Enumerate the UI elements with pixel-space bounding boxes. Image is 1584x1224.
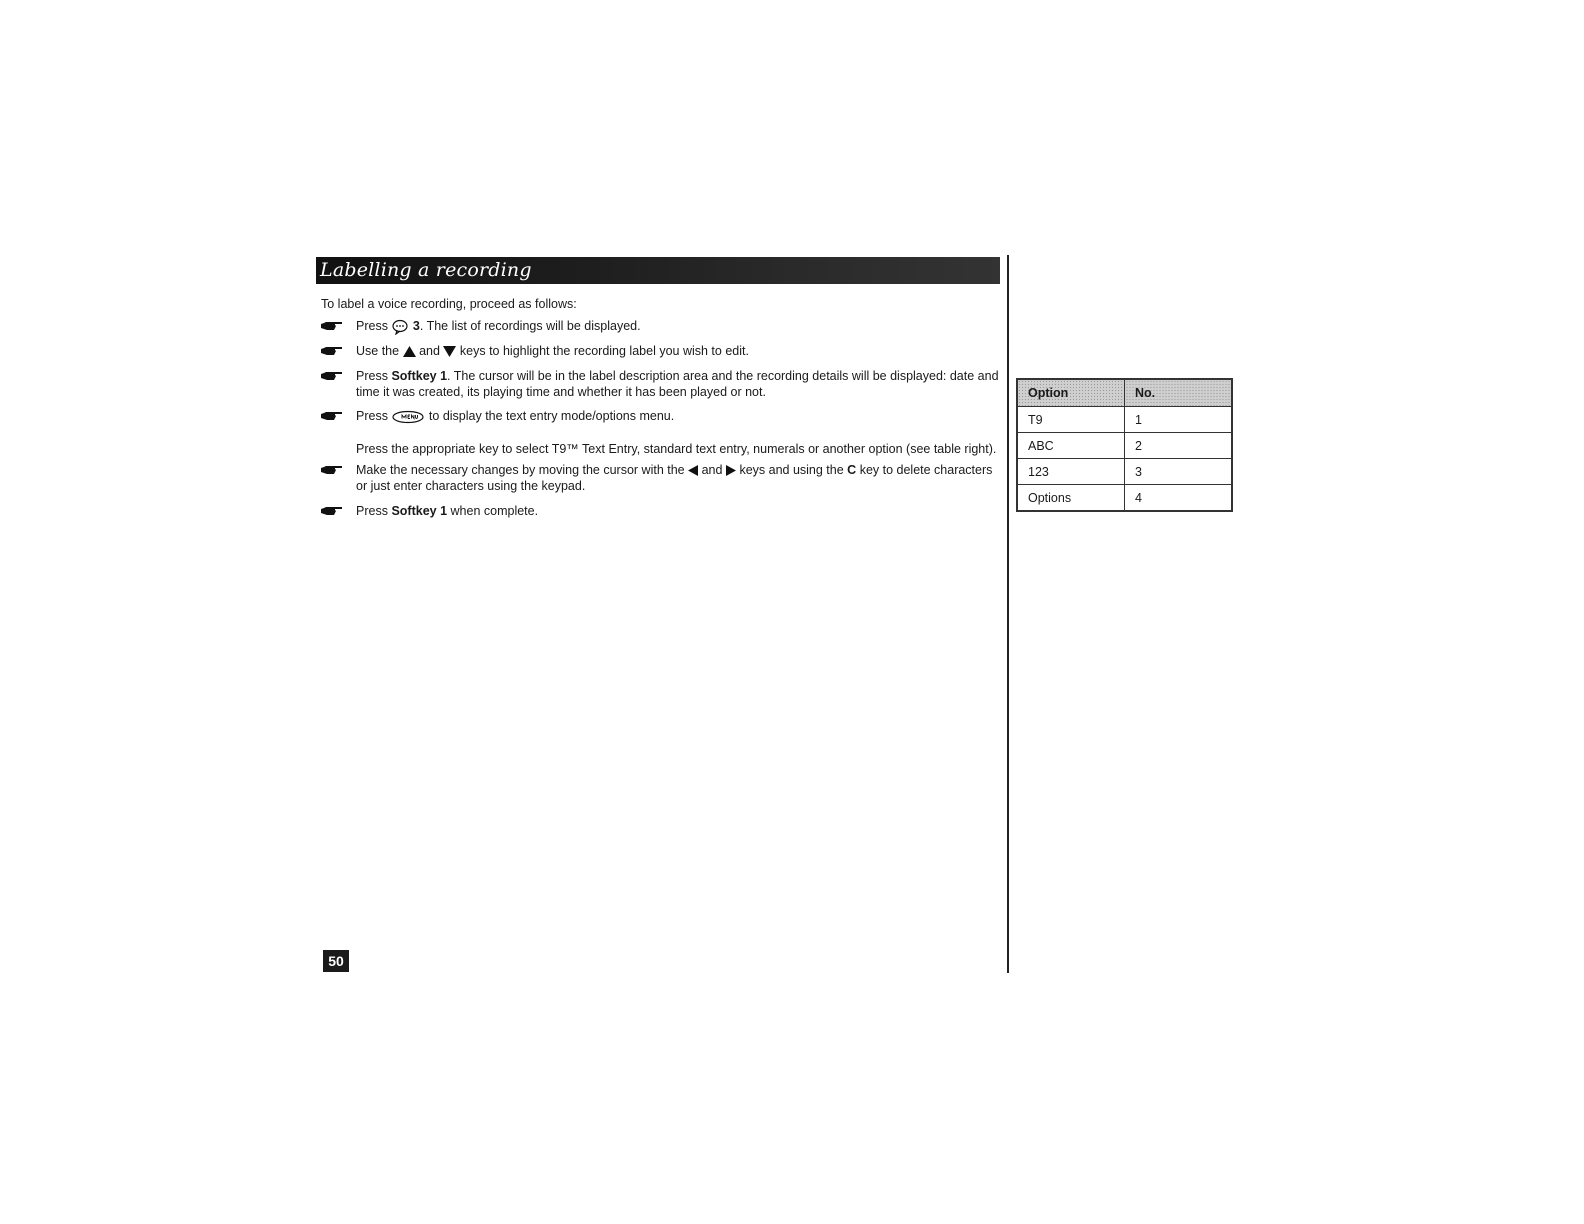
step-3-text-a: Press [356, 369, 388, 383]
step-3-text-c: . The cursor will be in the label description area and the recording details will be displayed: date and time it was created, its playing time and whether it has been played or not. [356, 369, 999, 399]
section-title: Labelling a recording [320, 259, 532, 281]
step-5-text-c: keys and using the [739, 463, 844, 477]
step-1 [321, 318, 1001, 335]
pointing-hand-icon [321, 410, 343, 422]
step-5-text-a: Make the necessary changes by moving the cursor with the [356, 463, 685, 477]
table-cell-option: Options [1017, 485, 1125, 512]
menu-key-icon [391, 410, 425, 424]
pointing-hand-icon [321, 505, 343, 517]
step-6-softkey: Softkey 1 [391, 504, 448, 518]
table-cell-number: 4 [1125, 485, 1233, 512]
table-cell-option: ABC [1017, 433, 1125, 459]
step-3-softkey: Softkey 1 [391, 369, 448, 383]
table-cell-number: 3 [1125, 459, 1233, 485]
section-header-bar [316, 257, 1000, 284]
up-arrow-icon [403, 346, 416, 357]
left-arrow-icon [688, 465, 698, 476]
step-4 [321, 408, 1001, 424]
pointing-hand-icon [321, 370, 343, 382]
table-row [1017, 485, 1232, 512]
step-2-text-a: Use the [356, 344, 400, 358]
table-cell-option: T9 [1017, 407, 1125, 433]
table-header-row [1017, 379, 1232, 407]
step-4-text-c: to display the text entry mode/options menu. [428, 409, 675, 423]
pointing-hand-icon [321, 464, 343, 476]
table-cell-number: 2 [1125, 433, 1233, 459]
step-1-key: 3 [412, 319, 420, 333]
step-2-text-b: and [419, 344, 440, 358]
step-5 [321, 462, 1001, 494]
step-1-text-c: . The list of recordings will be displayed. [419, 319, 641, 333]
step-5-c-key: C [847, 463, 857, 477]
table-row [1017, 433, 1232, 459]
intro-text: To label a voice recording, proceed as follows: [321, 297, 577, 311]
step-6 [321, 503, 1001, 519]
step-4-text-a: Press [356, 409, 388, 423]
right-arrow-icon [726, 465, 736, 476]
table-cell-option: 123 [1017, 459, 1125, 485]
table-header-option: Option [1017, 379, 1125, 407]
step-2 [321, 343, 1001, 359]
page-number: 50 [323, 950, 349, 972]
step-6-text-a: Press [356, 504, 388, 518]
down-arrow-icon [443, 346, 456, 357]
options-table [1016, 378, 1233, 512]
step-2-text-c: keys to highlight the recording label you wish to edit. [459, 344, 749, 358]
pointing-hand-icon [321, 345, 343, 357]
step-3 [321, 368, 1001, 400]
step-5-text-e: key to delete characters or just enter characters using the keypad. [356, 463, 993, 493]
step-6-text-c: when complete. [450, 504, 539, 518]
table-header-number: No. [1125, 379, 1233, 407]
column-divider [1007, 255, 1009, 973]
pointing-hand-icon [321, 320, 343, 332]
step-4-continuation: Press the appropriate key to select T9™ Text Entry, standard text entry, numerals or another option (see table right). [356, 442, 997, 456]
table-cell-number: 1 [1125, 407, 1233, 433]
table-row [1017, 407, 1232, 433]
step-1-text-a: Press [356, 319, 388, 333]
table-row [1017, 459, 1232, 485]
speech-bubble-icon [391, 319, 409, 335]
step-5-text-b: and [701, 463, 723, 477]
